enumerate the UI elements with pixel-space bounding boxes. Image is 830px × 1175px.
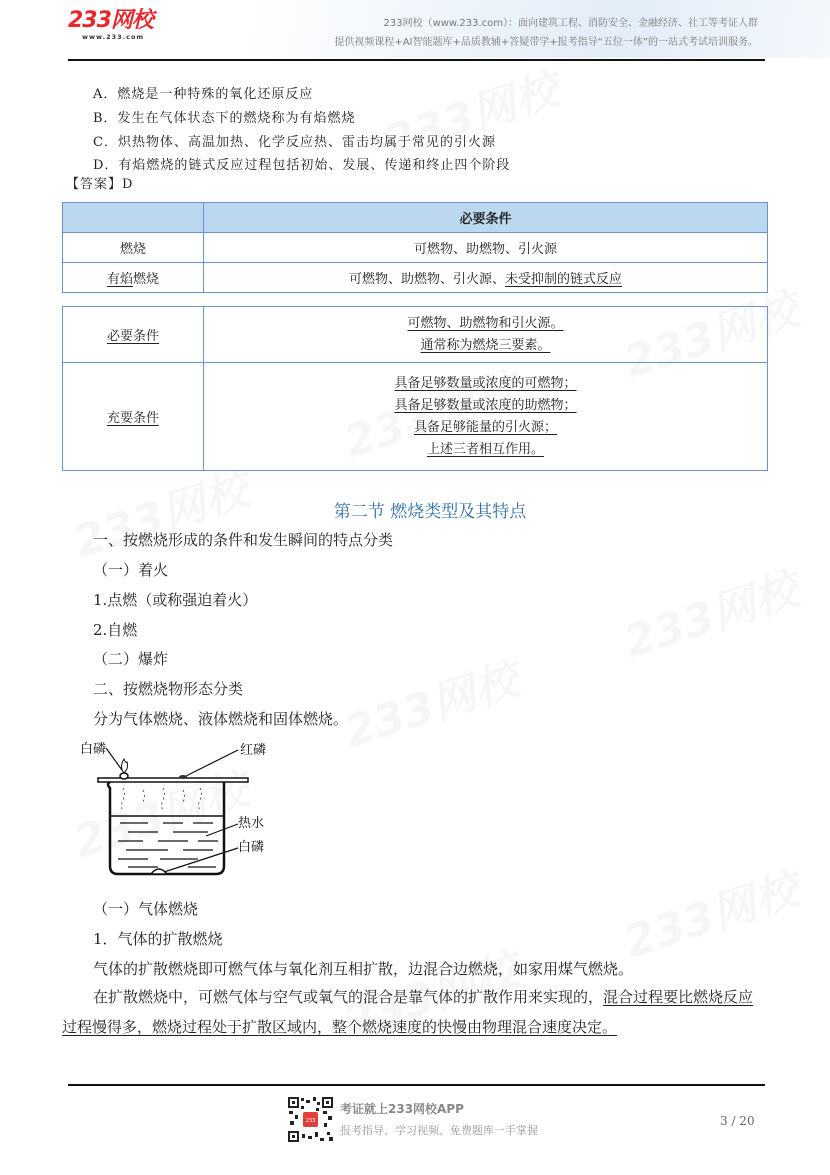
watermark [615, 554, 806, 670]
table-header-required: 必要条件 [204, 203, 768, 233]
app-promo-title[interactable]: 考证就上233网校APP [340, 1102, 464, 1116]
row-value [204, 363, 768, 471]
subheading-explosion: （二）爆炸 [93, 650, 169, 668]
item-point-ignition: 1.点燃（或称强迫着火） [93, 591, 258, 609]
header-divider [68, 59, 765, 61]
row-value [204, 263, 768, 293]
row-label-text: 燃烧 [119, 242, 146, 257]
table-row [63, 233, 768, 263]
footer-divider [68, 1084, 765, 1086]
option-c: C．炽热物体、高温加热、化学反应热、雷击均属于常见的引火源 [93, 135, 496, 150]
label-white-phosphorus-bottom: 白磷 [238, 840, 265, 855]
subheading-ignition: （一）着火 [93, 561, 169, 579]
option-b: B．发生在气体状态下的燃烧称为有焰燃烧 [93, 111, 356, 126]
value-line: 上述三者相互作用。 [426, 441, 544, 457]
item-self-ignition: 2.自燃 [93, 621, 138, 639]
row-label-text: 充要条件 [106, 411, 159, 426]
conditions-detail-table [62, 306, 768, 471]
classification-text: 分为气体燃烧、液体燃烧和固体燃烧。 [93, 710, 349, 728]
app-promo-subtitle: 报考指导、学习视频、免费题库一手掌握 [340, 1124, 538, 1137]
label-red-phosphorus: 红磷 [240, 743, 267, 758]
header-line-1: 233网校（www.233.com）：面向建筑工程、消防安全、金融经济、社工等考证人群 [383, 18, 758, 29]
table-header-empty [63, 203, 204, 233]
site-logo[interactable] [68, 9, 153, 41]
heading-2: 二、按燃烧物形态分类 [93, 680, 244, 698]
label-white-phosphorus-top: 白磷 [80, 742, 107, 757]
svg-text:233: 233 [305, 1118, 316, 1124]
row-value-text: 可燃物、助燃物、引火源、 [348, 272, 505, 287]
value-line: 具备足够能量的引火源； [413, 419, 557, 435]
row-value-text: 可燃物、助燃物、引火源 [413, 242, 557, 257]
qr-code-icon[interactable] [287, 1096, 334, 1143]
paragraph-diffusion-detail [62, 982, 762, 1042]
row-label-text: 必要条件 [106, 329, 159, 344]
row-value [204, 307, 768, 363]
paragraph-underlined-text: 混合过程要比燃烧反应过程慢得多，燃烧过程处于扩散区域内，整个燃烧速度的快慢由物理混合速度决定。 [62, 988, 754, 1036]
value-line: 具备足够数量或浓度的助燃物； [394, 397, 577, 413]
watermark [375, 54, 566, 170]
phosphorus-experiment-figure [80, 736, 288, 878]
header-slogan [334, 14, 758, 52]
paragraph-text: 在扩散燃烧中，可燃气体与空气或氧气的混合是靠气体的扩散作用来实现的， [93, 988, 604, 1006]
logo-url: www.233.com [82, 33, 145, 41]
row-label [63, 363, 204, 471]
option-a: A．燃烧是一种特殊的氧化还原反应 [93, 87, 314, 102]
row-label [63, 307, 204, 363]
page-number: 3 / 20 [720, 1114, 755, 1128]
value-line: 具备足够数量或浓度的可燃物； [394, 375, 577, 391]
item-diffusion-combustion: 1．气体的扩散燃烧 [93, 930, 223, 948]
heading-1: 一、按燃烧形成的条件和发生瞬间的特点分类 [93, 531, 394, 549]
table-header-row [63, 203, 768, 233]
value-line: 通常称为燃烧三要素。 [420, 337, 551, 353]
table-row [63, 263, 768, 293]
row-value-underlined: 未受抑制的链式反应 [505, 272, 623, 287]
answer: 【答案】D [66, 177, 134, 192]
section-title: 第二节 燃烧类型及其特点 [333, 502, 527, 522]
paragraph-diffusion-definition: 气体的扩散燃烧即可燃气体与氧化剂互相扩散，边混合边燃烧，如家用煤气燃烧。 [93, 960, 634, 978]
row-label [63, 233, 204, 263]
option-d: D．有焰燃烧的链式反应过程包括初始、发展、传递和终止四个阶段 [93, 158, 511, 173]
watermark [615, 854, 806, 970]
subheading-gas-combustion: （一）气体燃烧 [93, 900, 199, 918]
row-value [204, 233, 768, 263]
value-line: 可燃物、助燃物和引火源。 [407, 315, 564, 331]
conditions-table [62, 202, 768, 293]
logo-text: 233网校 [68, 8, 153, 33]
table-row [63, 307, 768, 363]
row-label-rest: 燃烧 [133, 272, 160, 287]
table-row [63, 363, 768, 471]
row-label [63, 263, 204, 293]
row-label-underlined: 有焰 [106, 272, 133, 287]
watermark [335, 644, 526, 760]
header-line-2: 提供视频课程+AI智能题库+品质教辅+答疑带学+报考指导“五位一体”的一站式考试培训服务。 [334, 37, 758, 48]
label-hot-water: 热水 [238, 816, 265, 831]
